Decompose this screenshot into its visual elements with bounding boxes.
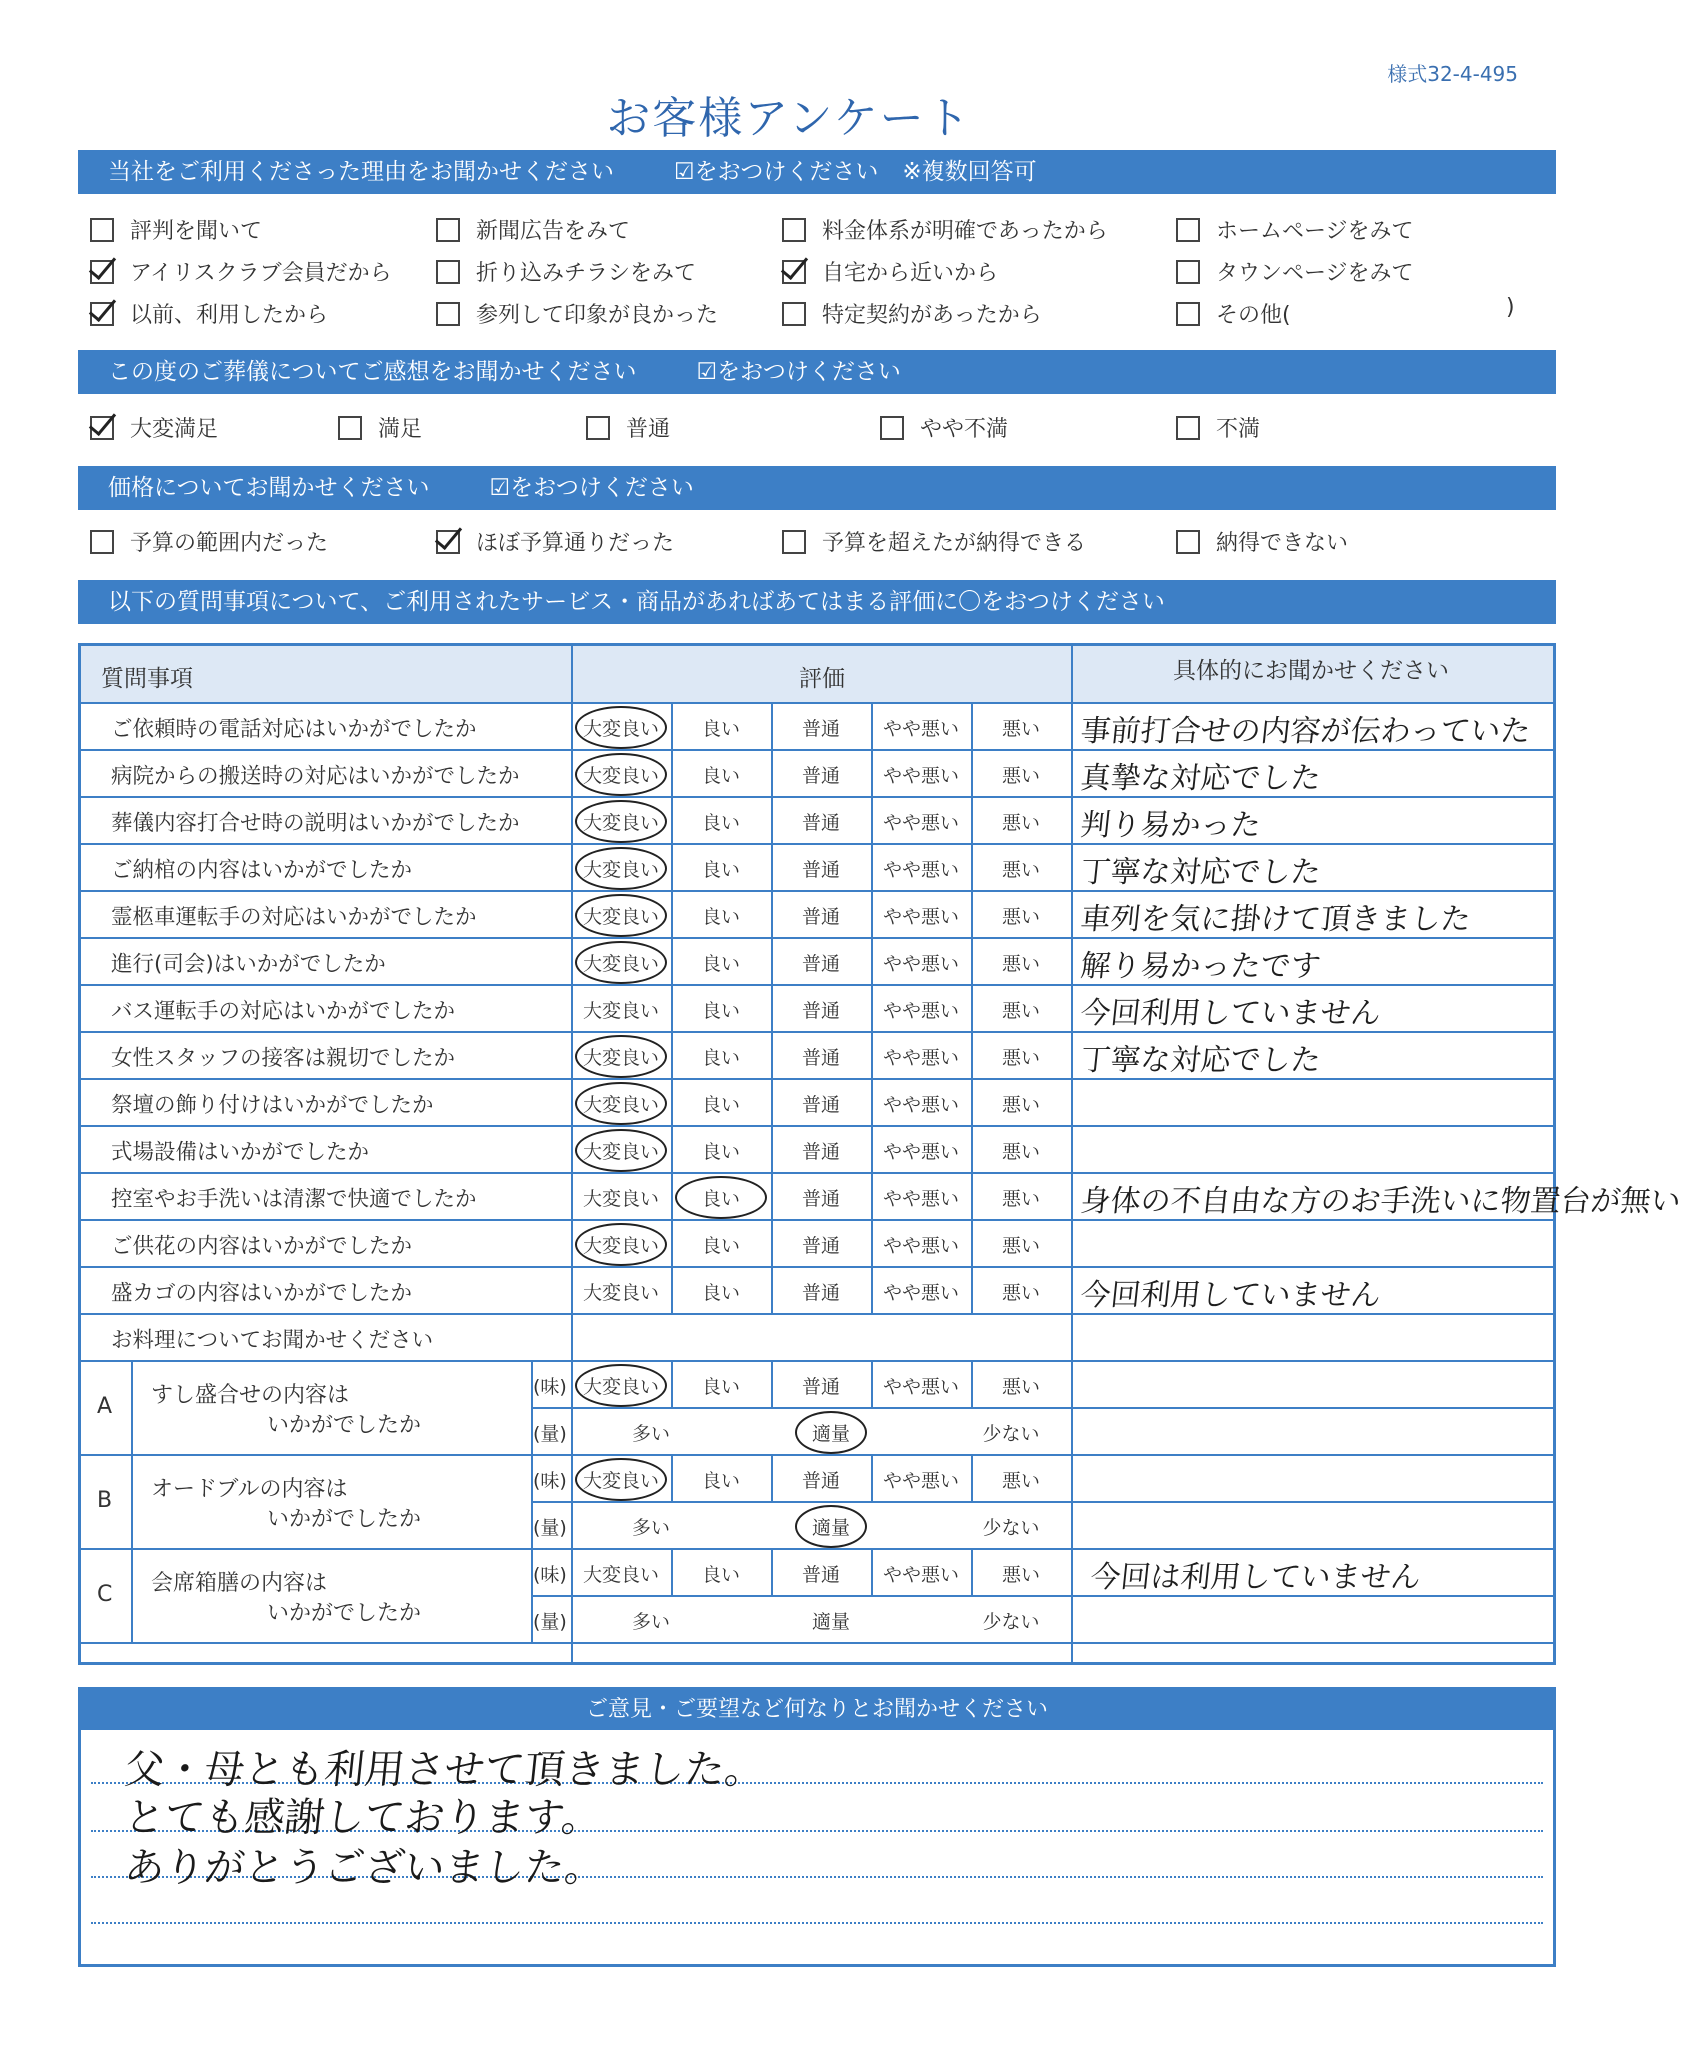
section3-note: ☑をおつけください <box>489 475 694 501</box>
checkbox-option[interactable] <box>1176 256 1414 287</box>
question-text: バス運転手の対応はいかがでしたか <box>111 999 456 1024</box>
rating-option[interactable]: 良い <box>701 953 740 975</box>
amount-option[interactable]: 適量 <box>811 1611 850 1633</box>
checked-box-icon[interactable] <box>90 416 114 440</box>
col-divider <box>671 749 673 796</box>
row-divider <box>81 1642 1553 1644</box>
rating-option[interactable]: 良い <box>701 1000 740 1022</box>
option-label: 折り込みチラシをみて <box>476 261 697 286</box>
row-divider <box>81 1172 1553 1174</box>
food-item-line2: いかがでしたか <box>267 1601 422 1626</box>
opinion-line-1: 父・母とも利用させて頂きました。 <box>122 1747 768 1793</box>
col-divider <box>871 843 873 890</box>
handwritten-comment: 身体の不自由な方のお手洗いに物置台が無い <box>1078 1184 1683 1219</box>
question-text: 葬儀内容打合せ時の説明はいかがでしたか <box>111 811 520 836</box>
col-divider <box>671 937 673 984</box>
col-divider <box>771 937 773 984</box>
food-letter: C <box>97 1582 113 1607</box>
checkbox-icon[interactable] <box>880 416 904 440</box>
col-divider <box>971 749 973 796</box>
rating-option[interactable]: やや悪い <box>882 1141 959 1163</box>
col-divider <box>971 1172 973 1219</box>
rating-option[interactable]: 普通 <box>801 1564 840 1586</box>
rating-option[interactable]: 普通 <box>801 859 840 881</box>
rating-option[interactable]: やや悪い <box>882 1470 959 1492</box>
food-item-line2: いかがでしたか <box>267 1507 422 1532</box>
rating-option[interactable]: 悪い <box>1001 1000 1040 1022</box>
checked-box-icon[interactable] <box>90 302 114 326</box>
col-divider <box>771 1078 773 1125</box>
col-divider <box>671 1078 673 1125</box>
col-divider <box>771 890 773 937</box>
section1-heading-bar <box>78 150 1556 194</box>
checkbox-option[interactable] <box>436 298 718 329</box>
col-divider <box>671 890 673 937</box>
rating-option[interactable]: 大変良い <box>581 949 661 976</box>
rating-option[interactable]: 悪い <box>1001 1235 1040 1257</box>
col-divider <box>971 1266 973 1313</box>
taste-label: (味) <box>533 1376 567 1398</box>
handwritten-comment: 今回は利用していません <box>1088 1560 1423 1595</box>
checkbox-icon[interactable] <box>1176 530 1200 554</box>
rating-option[interactable]: やや悪い <box>882 1047 959 1069</box>
food-letter: A <box>97 1394 113 1419</box>
option-label: 大変満足 <box>130 417 219 442</box>
amount-option[interactable]: 少ない <box>982 1423 1040 1445</box>
question-text: 進行(司会)はいかがでしたか <box>111 952 386 977</box>
col-divider <box>771 1172 773 1219</box>
rating-option[interactable]: 大変良い <box>581 808 661 835</box>
option-label: 評判を聞いて <box>130 219 263 244</box>
rating-option[interactable]: 悪い <box>1001 1470 1040 1492</box>
col-divider <box>771 796 773 843</box>
checked-box-icon[interactable] <box>782 260 806 284</box>
rating-option[interactable]: 悪い <box>1001 1282 1040 1304</box>
col-divider <box>871 1125 873 1172</box>
checkbox-icon[interactable] <box>586 416 610 440</box>
option-label: 以前、利用したから <box>130 303 329 328</box>
col-divider <box>771 1548 773 1595</box>
rating-option[interactable]: 悪い <box>1001 1094 1040 1116</box>
amount-option[interactable]: 多い <box>631 1517 670 1539</box>
option-label: タウンページをみて <box>1216 261 1414 286</box>
option-label: 予算の範囲内だった <box>130 531 329 556</box>
col-divider <box>671 1172 673 1219</box>
rating-option[interactable]: やや悪い <box>882 1376 959 1398</box>
row-divider <box>81 702 1553 704</box>
rating-option[interactable]: 良い <box>701 1470 740 1492</box>
col-divider <box>671 1125 673 1172</box>
handwritten-comment: 今回利用していません <box>1078 996 1383 1031</box>
amount-option[interactable]: 多い <box>631 1611 670 1633</box>
rating-option[interactable]: 普通 <box>801 1094 840 1116</box>
option-label: アイリスクラブ会員だから <box>130 261 392 286</box>
rating-option[interactable]: 普通 <box>801 1188 840 1210</box>
rating-option[interactable]: 悪い <box>1001 906 1040 928</box>
rating-option[interactable]: やや悪い <box>882 718 959 740</box>
opinion-line-2: とても感謝しております。 <box>122 1795 604 1841</box>
col-divider <box>671 1266 673 1313</box>
section3-heading-bar <box>78 466 1556 510</box>
handwritten-comment: 今回利用していません <box>1078 1278 1383 1313</box>
question-text: 女性スタッフの接客は親切でしたか <box>111 1046 456 1071</box>
rating-option[interactable]: やや悪い <box>882 812 959 834</box>
rating-option[interactable]: 普通 <box>801 1235 840 1257</box>
rating-option[interactable]: やや悪い <box>882 765 959 787</box>
col-divider <box>871 1454 873 1501</box>
rating-option[interactable]: 大変良い <box>581 714 661 741</box>
section2-heading-bar <box>78 350 1556 394</box>
checkbox-option[interactable] <box>586 412 670 443</box>
rule-line <box>91 1922 1543 1924</box>
checkbox-icon[interactable] <box>1176 302 1200 326</box>
food-heading: お料理についてお聞かせください <box>111 1328 434 1353</box>
rating-option[interactable]: 悪い <box>1001 1564 1040 1586</box>
option-label: ホームページをみて <box>1216 219 1414 244</box>
rating-option[interactable]: 大変良い <box>581 1137 661 1164</box>
rating-option[interactable]: やや悪い <box>882 906 959 928</box>
rating-option[interactable]: 普通 <box>801 812 840 834</box>
col-divider <box>971 937 973 984</box>
col-divider <box>671 1360 673 1407</box>
col-divider <box>871 1360 873 1407</box>
col-divider <box>871 796 873 843</box>
opinion-heading: ご意見・ご要望など何なりとお聞かせください <box>81 1690 1553 1730</box>
col-divider <box>671 984 673 1031</box>
question-text: 祭壇の飾り付けはいかがでしたか <box>111 1093 434 1118</box>
col-divider <box>771 1360 773 1407</box>
col-divider <box>971 1548 973 1595</box>
col-divider <box>131 1360 133 1642</box>
option-label: 納得できない <box>1216 531 1349 556</box>
col-divider <box>971 1031 973 1078</box>
rating-option[interactable]: やや悪い <box>882 1094 959 1116</box>
checkbox-icon[interactable] <box>90 530 114 554</box>
col-divider <box>871 702 873 749</box>
checkbox-icon[interactable] <box>436 260 460 284</box>
col-divider <box>971 984 973 1031</box>
section1-heading: 当社をご利用くださった理由をお聞かせください <box>108 159 614 185</box>
checkbox-option[interactable] <box>782 298 1042 329</box>
checkbox-option[interactable] <box>90 256 392 287</box>
col-divider <box>671 796 673 843</box>
rating-option[interactable]: やや悪い <box>882 953 959 975</box>
col-divider <box>871 1031 873 1078</box>
col-divider <box>771 1031 773 1078</box>
col-divider <box>871 937 873 984</box>
rating-option[interactable]: 悪い <box>1001 1047 1040 1069</box>
rating-option[interactable]: 大変良い <box>581 902 661 929</box>
question-text: 式場設備はいかがでしたか <box>111 1140 370 1165</box>
form-number: 様式32-4-495 <box>1387 62 1518 86</box>
row-divider <box>531 1501 1553 1503</box>
rating-option[interactable]: 普通 <box>801 1376 840 1398</box>
checkbox-icon[interactable] <box>338 416 362 440</box>
section1-note2: ※複数回答可 <box>902 159 1037 185</box>
col-divider <box>671 1219 673 1266</box>
col-divider <box>871 1219 873 1266</box>
checkbox-icon[interactable] <box>782 302 806 326</box>
amount-option[interactable]: 適量 <box>801 1513 861 1540</box>
option-label: 料金体系が明確であったから <box>822 219 1108 244</box>
section4-heading: 以下の質問事項について、ご利用されたサービス・商品があればあてはまる評価に〇をおつけください <box>108 589 1165 615</box>
handwritten-comment: 丁寧な対応でした <box>1078 855 1323 890</box>
col-divider <box>771 749 773 796</box>
rating-option[interactable]: 普通 <box>801 718 840 740</box>
rating-option[interactable]: やや悪い <box>882 1000 959 1022</box>
rating-option[interactable]: 悪い <box>1001 718 1040 740</box>
section1-note: ☑をおつけください <box>674 159 879 185</box>
col-rating-header: 評価 <box>799 666 845 692</box>
rating-option[interactable]: 良い <box>701 1094 740 1116</box>
row-divider <box>531 1407 1553 1409</box>
question-text: ご依頼時の電話対応はいかがでしたか <box>111 717 477 742</box>
col-divider <box>971 1219 973 1266</box>
checkbox-option[interactable] <box>782 214 1108 245</box>
rating-option[interactable]: 良い <box>701 1564 740 1586</box>
rating-option[interactable]: 良い <box>701 1047 740 1069</box>
row-divider <box>81 843 1553 845</box>
option-label: 普通 <box>626 417 671 442</box>
checkbox-option[interactable] <box>436 256 696 287</box>
rating-option[interactable]: 良い <box>701 1376 740 1398</box>
col-divider <box>771 1125 773 1172</box>
option-label: やや不満 <box>920 417 1009 442</box>
checkbox-option[interactable] <box>1176 298 1291 329</box>
amount-option[interactable]: 多い <box>631 1423 670 1445</box>
checkbox-option[interactable] <box>782 256 998 287</box>
question-text: 霊柩車運転手の対応はいかがでしたか <box>111 905 477 930</box>
handwritten-comment: 判り易かった <box>1078 808 1263 843</box>
col-divider <box>871 984 873 1031</box>
rating-option[interactable]: 悪い <box>1001 812 1040 834</box>
question-text: 控室やお手洗いは清潔で快適でしたか <box>111 1187 477 1212</box>
rating-option[interactable]: 普通 <box>801 1282 840 1304</box>
food-item-line1: 会席箱膳の内容は <box>151 1571 328 1596</box>
rating-table <box>78 643 1683 1665</box>
checkbox-icon[interactable] <box>1176 260 1200 284</box>
col-divider <box>771 702 773 749</box>
rating-option[interactable]: 悪い <box>1001 859 1040 881</box>
question-text: ご納棺の内容はいかがでしたか <box>111 858 413 883</box>
option-label: 自宅から近いから <box>822 261 999 286</box>
handwritten-comment: 真摯な対応でした <box>1078 761 1323 796</box>
row-divider <box>81 1125 1553 1127</box>
checkbox-option[interactable] <box>436 214 630 245</box>
row-divider <box>81 1360 1553 1362</box>
rating-option[interactable]: やや悪い <box>882 859 959 881</box>
food-item-line1: すし盛合せの内容は <box>151 1383 350 1408</box>
rating-option[interactable]: 良い <box>701 859 740 881</box>
checkbox-icon[interactable] <box>782 218 806 242</box>
question-text: ご供花の内容はいかがでしたか <box>111 1234 413 1259</box>
col-divider <box>571 646 573 1662</box>
section4-heading-bar <box>78 580 1556 624</box>
rating-option[interactable]: 悪い <box>1001 1141 1040 1163</box>
col-divider <box>971 843 973 890</box>
row-divider <box>81 1078 1553 1080</box>
rating-option[interactable]: 良い <box>701 812 740 834</box>
question-text: 病院からの搬送時の対応はいかがでしたか <box>111 764 520 789</box>
food-item-line2: いかがでしたか <box>267 1413 422 1438</box>
col-divider <box>971 1125 973 1172</box>
handwritten-comment: 丁寧な対応でした <box>1078 1043 1323 1078</box>
rating-option[interactable]: 悪い <box>1001 765 1040 787</box>
row-divider <box>81 890 1553 892</box>
checkbox-option[interactable] <box>338 412 422 443</box>
col-divider <box>1071 646 1073 1662</box>
amount-option[interactable]: 少ない <box>982 1517 1040 1539</box>
rating-option[interactable]: 大変良い <box>582 1188 659 1210</box>
food-letter: B <box>97 1488 113 1513</box>
row-divider <box>81 1548 1553 1550</box>
row-divider <box>81 796 1553 798</box>
option-label: 新聞広告をみて <box>476 219 631 244</box>
option-label: その他( <box>1216 303 1291 328</box>
col-divider <box>771 1266 773 1313</box>
col-divider <box>971 1454 973 1501</box>
amount-label: (量) <box>533 1611 567 1633</box>
checkbox-icon[interactable] <box>1176 416 1200 440</box>
page-title: お客様アンケート <box>606 93 972 144</box>
col-divider <box>871 749 873 796</box>
rating-option[interactable]: 普通 <box>801 906 840 928</box>
rating-option[interactable]: 普通 <box>801 765 840 787</box>
option-label: 満足 <box>378 417 423 442</box>
question-text: 盛カゴの内容はいかがでしたか <box>111 1281 413 1306</box>
option-label: 不満 <box>1216 417 1261 442</box>
checkbox-option[interactable] <box>90 214 262 245</box>
rating-option[interactable]: 普通 <box>801 953 840 975</box>
section2-note: ☑をおつけください <box>696 359 901 385</box>
rating-option[interactable]: 悪い <box>1001 1376 1040 1398</box>
row-divider <box>81 984 1553 986</box>
checked-box-icon[interactable] <box>436 530 460 554</box>
col-divider <box>871 1266 873 1313</box>
rating-option[interactable]: 大変良い <box>582 1282 659 1304</box>
rating-option[interactable]: 良い <box>701 765 740 787</box>
checkbox-icon[interactable] <box>1176 218 1200 242</box>
rating-option[interactable]: 普通 <box>801 1141 840 1163</box>
col-comment-header: 具体的にお聞かせください <box>1173 658 1449 684</box>
checked-box-icon[interactable] <box>90 260 114 284</box>
opinion-line-3: ありがとうございました。 <box>122 1845 608 1891</box>
rating-option[interactable]: 大変良い <box>581 1090 661 1117</box>
rating-option[interactable]: 良い <box>701 718 740 740</box>
col-divider <box>671 1031 673 1078</box>
rating-option[interactable]: 大変良い <box>581 1231 661 1258</box>
rating-option[interactable]: 悪い <box>1001 1188 1040 1210</box>
rating-option[interactable]: 大変良い <box>581 1043 661 1070</box>
col-divider <box>671 843 673 890</box>
opinion-box <box>78 1687 1556 1967</box>
col-divider <box>871 1078 873 1125</box>
rating-option[interactable]: 普通 <box>801 1047 840 1069</box>
checkbox-option[interactable] <box>880 412 1008 443</box>
checkbox-option[interactable] <box>90 412 218 443</box>
checkbox-icon[interactable] <box>436 302 460 326</box>
col-divider <box>971 1078 973 1125</box>
handwritten-comment: 解り易かったです <box>1078 949 1323 984</box>
food-item-line1: オードブルの内容は <box>151 1477 348 1502</box>
rating-option[interactable]: 良い <box>701 1141 740 1163</box>
col-divider <box>771 984 773 1031</box>
rating-option[interactable]: やや悪い <box>882 1188 959 1210</box>
rating-option[interactable]: 大変良い <box>582 1000 659 1022</box>
col-divider <box>871 1172 873 1219</box>
amount-label: (量) <box>533 1423 567 1445</box>
close-paren: ) <box>1506 295 1515 320</box>
section3-heading: 価格についてお聞かせください <box>108 475 430 501</box>
col-divider <box>971 1360 973 1407</box>
checkbox-option[interactable] <box>90 526 328 557</box>
option-label: 参列して印象が良かった <box>476 303 719 328</box>
checkbox-option[interactable] <box>1176 214 1414 245</box>
checkbox-option[interactable] <box>1176 412 1260 443</box>
col-question-header: 質問事項 <box>101 666 193 692</box>
taste-label: (味) <box>533 1470 567 1492</box>
col-divider <box>971 702 973 749</box>
rating-option[interactable]: 大変良い <box>581 761 661 788</box>
col-divider <box>871 1548 873 1595</box>
rating-option[interactable]: やや悪い <box>882 1564 959 1586</box>
rating-option[interactable]: やや悪い <box>882 1282 959 1304</box>
option-label: ほぼ予算通りだった <box>476 531 675 556</box>
amount-option[interactable]: 少ない <box>982 1611 1040 1633</box>
rating-option[interactable]: 良い <box>701 1235 740 1257</box>
rating-option[interactable]: 大変良い <box>581 855 661 882</box>
rating-option[interactable]: 大変良い <box>581 1372 661 1399</box>
rating-option[interactable]: 普通 <box>801 1470 840 1492</box>
rating-option[interactable]: 良い <box>681 1184 761 1211</box>
col-divider <box>971 796 973 843</box>
row-divider <box>81 1266 1553 1268</box>
col-divider <box>871 890 873 937</box>
col-divider <box>771 1219 773 1266</box>
taste-label: (味) <box>533 1564 567 1586</box>
rating-option[interactable]: 良い <box>701 906 740 928</box>
option-label: 特定契約があったから <box>822 303 1042 328</box>
col-divider <box>771 1454 773 1501</box>
rating-option[interactable]: 良い <box>701 1282 740 1304</box>
handwritten-comment: 車列を気に掛けて頂きました <box>1078 902 1473 937</box>
rating-option[interactable]: 大変良い <box>582 1564 659 1586</box>
col-divider <box>671 1548 673 1595</box>
col-divider <box>771 843 773 890</box>
checkbox-icon[interactable] <box>90 218 114 242</box>
checkbox-option[interactable] <box>1176 526 1348 557</box>
col-divider <box>971 890 973 937</box>
col-divider <box>671 702 673 749</box>
checkbox-option[interactable] <box>90 298 328 329</box>
rating-option[interactable]: やや悪い <box>882 1235 959 1257</box>
checkbox-option[interactable] <box>782 526 1086 557</box>
row-divider <box>81 1454 1553 1456</box>
section2-heading: この度のご葬儀についてご感想をお聞かせください <box>108 359 637 385</box>
amount-option[interactable]: 適量 <box>801 1419 861 1446</box>
option-label: 予算を超えたが納得できる <box>822 531 1087 556</box>
rating-option[interactable]: 悪い <box>1001 953 1040 975</box>
checkbox-icon[interactable] <box>436 218 460 242</box>
handwritten-comment: 事前打合せの内容が伝わっていた <box>1078 714 1533 749</box>
checkbox-option[interactable] <box>436 526 674 557</box>
checkbox-icon[interactable] <box>782 530 806 554</box>
rating-option[interactable]: 大変良い <box>581 1466 661 1493</box>
rating-option[interactable]: 普通 <box>801 1000 840 1022</box>
col-divider <box>671 1454 673 1501</box>
amount-label: (量) <box>533 1517 567 1539</box>
